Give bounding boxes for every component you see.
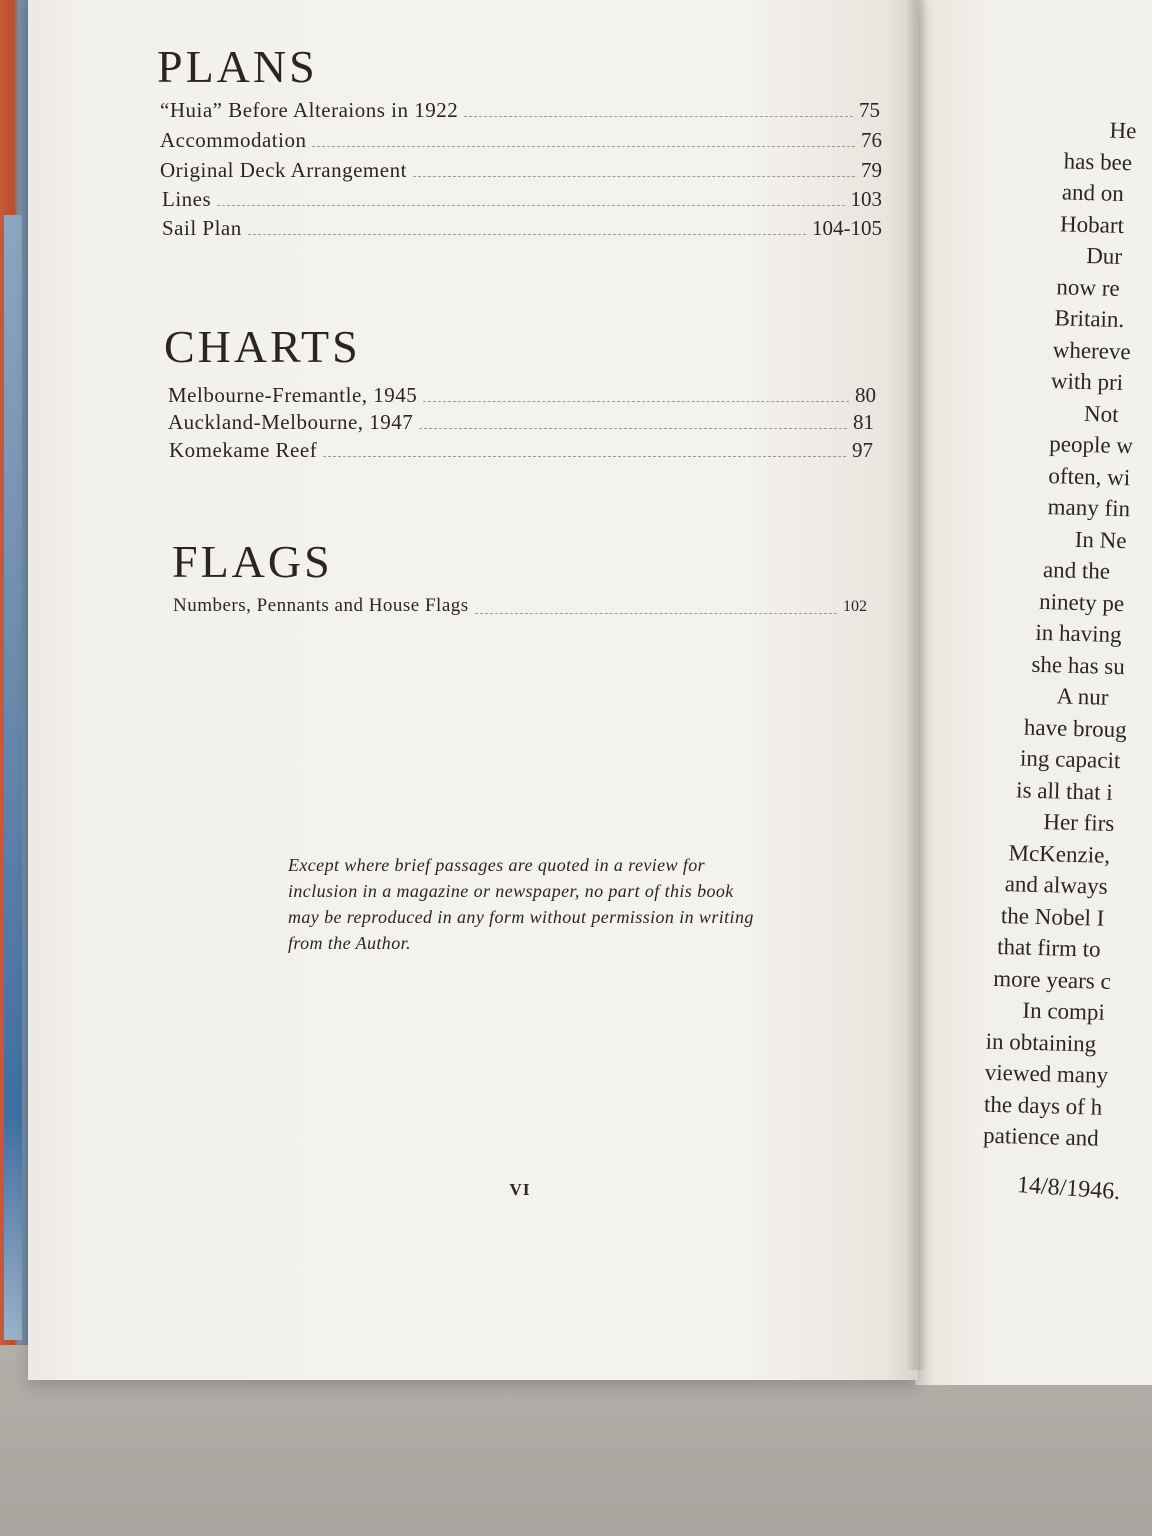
toc-entry-page: 102 xyxy=(843,598,867,615)
dot-leader xyxy=(248,233,806,235)
dot-leader xyxy=(217,204,844,206)
toc-entry-title: Numbers, Pennants and House Flags xyxy=(173,595,469,616)
toc-entry xyxy=(162,187,882,215)
book-cover-spine xyxy=(4,215,22,1340)
dot-leader xyxy=(419,427,847,429)
right-page-line: many fin xyxy=(1047,494,1131,522)
toc-entry-page: 76 xyxy=(861,128,882,152)
book-gutter xyxy=(905,0,927,1370)
right-page-line: Britain. xyxy=(1054,305,1125,333)
right-page-line: McKenzie, xyxy=(1008,839,1111,868)
toc-entry-page: 75 xyxy=(859,98,880,122)
toc-entry-title: “Huia” Before Alteraions in 1922 xyxy=(160,98,459,122)
toc-entry xyxy=(162,216,882,244)
plans-heading: PLANS xyxy=(157,41,318,92)
toc-entry xyxy=(160,158,882,186)
toc-entry xyxy=(160,98,880,126)
dot-leader xyxy=(423,400,849,402)
right-page-line: In compi xyxy=(1022,997,1106,1025)
toc-entry xyxy=(168,410,874,438)
dot-leader xyxy=(323,455,846,457)
right-page-line: she has su xyxy=(1031,651,1126,679)
right-page-line: A nur xyxy=(1056,683,1109,710)
right-page-line: that firm to xyxy=(996,933,1101,962)
right-page-line: have broug xyxy=(1023,714,1128,742)
right-page-line: often, wi xyxy=(1048,462,1131,490)
toc-entry-title: Accommodation xyxy=(160,128,307,152)
right-page-date: 14/8/1946. xyxy=(1016,1172,1122,1206)
dot-leader xyxy=(464,115,853,117)
copyright-notice-text: Except where brief passages are quoted in a review for inclusion in a magazine or newspaper, no part of this book may be reproduced in any form without permission in writing from the Author. xyxy=(288,855,754,953)
right-page-line: and the xyxy=(1042,557,1111,584)
toc-entry xyxy=(173,595,867,623)
right-page-line: and on xyxy=(1061,179,1125,207)
right-page-line: He xyxy=(1109,117,1137,144)
toc-entry-title: Sail Plan xyxy=(162,216,242,240)
toc-entry-title: Melbourne-Fremantle, 1945 xyxy=(168,383,418,407)
toc-entry-page: 81 xyxy=(853,410,874,434)
right-page-text xyxy=(983,112,1152,1155)
right-page-line: whereve xyxy=(1052,336,1132,364)
toc-entry-title: Lines xyxy=(162,187,212,211)
right-page-line: is all that i xyxy=(1015,776,1114,805)
right-page-line: Hobart xyxy=(1059,210,1125,238)
toc-entry xyxy=(168,383,876,411)
toc-entry-page: 104-105 xyxy=(812,216,882,240)
toc-entry-page: 97 xyxy=(852,438,873,462)
dot-leader xyxy=(475,612,837,614)
toc-entry xyxy=(160,128,882,156)
copyright-notice xyxy=(288,852,768,956)
right-page-line: Her firs xyxy=(1043,809,1115,836)
toc-entry-title: Auckland-Melbourne, 1947 xyxy=(168,410,414,434)
right-page-line: with pri xyxy=(1050,368,1124,396)
right-page-line: now re xyxy=(1056,273,1120,301)
right-page-line: the days of h xyxy=(983,1091,1103,1120)
dot-leader xyxy=(413,175,855,177)
right-page-line: Not xyxy=(1083,400,1119,427)
right-page-line: ninety pe xyxy=(1038,588,1125,616)
flags-heading: FLAGS xyxy=(172,536,333,587)
toc-entry-page: 80 xyxy=(855,383,876,407)
toc-entry-page: 103 xyxy=(850,187,882,211)
toc-entry-page: 79 xyxy=(861,158,882,182)
right-page-line: more years c xyxy=(993,965,1112,994)
right-page-line: viewed many xyxy=(984,1059,1109,1088)
right-page-line: patience and xyxy=(982,1122,1100,1151)
charts-heading: CHARTS xyxy=(164,321,361,372)
dot-leader xyxy=(312,145,855,147)
right-page-line: in obtaining xyxy=(985,1028,1097,1057)
toc-entry-title: Original Deck Arrangement xyxy=(160,158,407,182)
right-page-line: in having xyxy=(1035,619,1122,648)
right-page-line: people w xyxy=(1049,431,1134,459)
right-page-line: Dur xyxy=(1085,243,1123,269)
right-page-line: the Nobel I xyxy=(1000,902,1105,931)
right-page-line: has bee xyxy=(1063,147,1133,175)
right-page-line: and always xyxy=(1004,871,1108,899)
page-number: VI xyxy=(509,1180,531,1199)
toc-entry xyxy=(169,438,873,466)
toc-entry-title: Komekame Reef xyxy=(169,438,318,462)
right-page-line: ing capacit xyxy=(1019,745,1121,774)
right-page-line: In Ne xyxy=(1074,526,1127,553)
